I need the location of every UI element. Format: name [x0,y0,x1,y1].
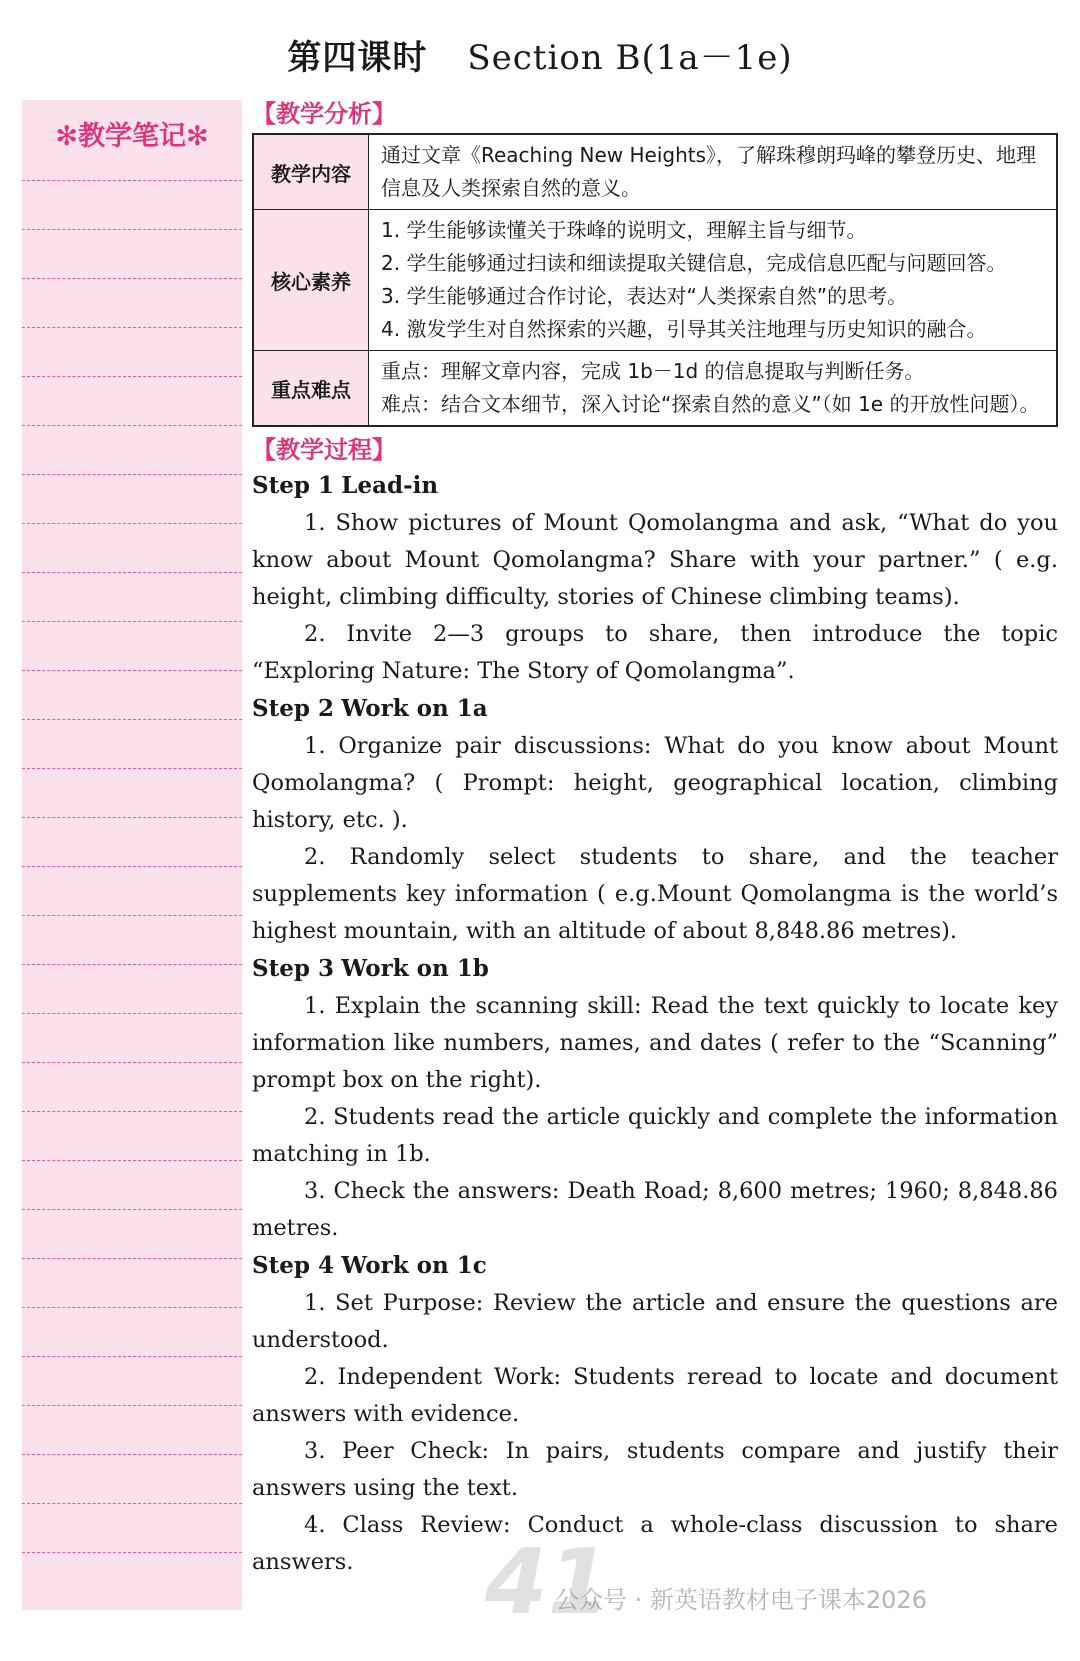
process-heading: 【教学过程】 [252,436,396,464]
note-line [22,1160,242,1161]
competency-line: 3. 学生能够通过合作讨论，表达对“人类探索自然”的思考。 [381,284,908,308]
step-item: 1. Set Purpose: Review the article and ensure the questions are understood. [252,1290,1058,1353]
note-line [22,327,242,328]
step-number: Step 3 [252,955,334,982]
step-heading [252,467,1058,505]
competency-line: 2. 学生能够通过扫读和细读提取关键信息，完成信息匹配与问题回答。 [381,251,1007,275]
step-item: 4. Class Review: Conduct a whole-class discussion to share answers. [252,1512,1058,1575]
note-line [22,229,242,230]
note-line [22,1209,242,1210]
note-line [22,768,242,769]
note-line [22,1307,242,1308]
note-line [22,817,242,818]
row-competency [369,210,1058,351]
step-name: Work on 1b [341,955,489,982]
analysis-table [252,133,1058,427]
step-heading [252,1247,1058,1285]
analysis-heading: 【教学分析】 [252,100,396,128]
note-line [22,1552,242,1553]
step-item: 1. Explain the scanning skill: Read the text quickly to locate key information like numbers, names, and dates ( refer to the “Scanning” prompt box on the right). [252,993,1058,1093]
note-line [22,915,242,916]
step-item: 2. Invite 2—3 groups to share, then introduce the topic “Exploring Nature: The Story of Qomolangma”. [252,621,1058,684]
table-row [253,210,1057,351]
step-item: 3. Peer Check: In pairs, students compare and justify their answers using the text. [252,1438,1058,1501]
step-number: Step 4 [252,1252,334,1279]
note-line [22,278,242,279]
note-line [22,1258,242,1259]
note-line [22,964,242,965]
step-number: Step 2 [252,695,334,722]
step-item: 2. Randomly select students to share, and the teacher supplements key information ( e.g.Mount Qomolangma is the world’s highest mountain, with an altitude of about 8,848.86 metres). [252,844,1058,944]
step-number: Step 1 [252,472,334,499]
lesson-title-en: Section B(1a－1e) [467,38,793,78]
note-line [22,1062,242,1063]
note-line [22,1111,242,1112]
step-item: 2. Independent Work: Students reread to locate and document answers with evidence. [252,1364,1058,1427]
note-line [22,670,242,671]
main-content [252,97,1058,1581]
keypoint-line: 难点：结合文本细节，深入讨论“探索自然的意义”（如 1e 的开放性问题）。 [381,392,1040,416]
step-heading [252,950,1058,988]
step-item: 1. Show pictures of Mount Qomolangma and ask, “What do you know about Mount Qomolangma? Share with your partner.” ( e.g. height, climbing difficulty, stories of Chinese climbing teams). [252,510,1058,610]
note-line [22,621,242,622]
row-content [369,134,1058,210]
note-line [22,523,242,524]
step-name: Work on 1c [341,1252,487,1279]
row-keypoints [369,351,1058,427]
row-label-content: 教学内容 [253,134,369,210]
step-name: Lead-in [341,472,439,499]
note-line [22,1405,242,1406]
note-line [22,1013,242,1014]
table-row [253,351,1057,427]
step-name: Work on 1a [341,695,488,722]
step-heading [252,690,1058,728]
note-line [22,572,242,573]
table-row [253,134,1057,210]
competency-line: 4. 激发学生对自然探索的兴趣，引导其关注地理与历史知识的融合。 [381,317,987,341]
content-line: 通过文章《Reaching New Heights》，了解珠穆朗玛峰的攀登历史、地理信息及人类探索自然的意义。 [381,143,1037,200]
note-line [22,1503,242,1504]
note-line [22,1356,242,1357]
note-line [22,474,242,475]
note-line [22,180,242,181]
page-title [0,30,1080,79]
note-line [22,376,242,377]
lesson-title-cn: 第四课时 [287,38,428,78]
step-item: 3. Check the answers: Death Road; 8,600 metres; 1960; 8,848.86 metres. [252,1178,1058,1241]
note-line [22,719,242,720]
notes-title: ✻教学笔记✻ [55,121,209,152]
note-line [22,1454,242,1455]
step-item: 1. Organize pair discussions: What do you know about Mount Qomolangma? ( Prompt: height, geographical location, climbing history, etc. ). [252,733,1058,833]
competency-line: 1. 学生能够读懂关于珠峰的说明文，理解主旨与细节。 [381,218,867,242]
row-label-competency: 核心素养 [253,210,369,351]
notes-sidebar [22,100,242,1610]
keypoint-line: 重点：理解文章内容，完成 1b－1d 的信息提取与判断任务。 [381,359,925,383]
row-label-keypoints: 重点难点 [253,351,369,427]
page-number-watermark: 41 [485,1530,611,1635]
note-line [22,425,242,426]
note-line [22,866,242,867]
watermark-text: 公众号 · 新英语教材电子课本2026 [555,1586,927,1614]
step-item: 2. Students read the article quickly and complete the information matching in 1b. [252,1104,1058,1167]
